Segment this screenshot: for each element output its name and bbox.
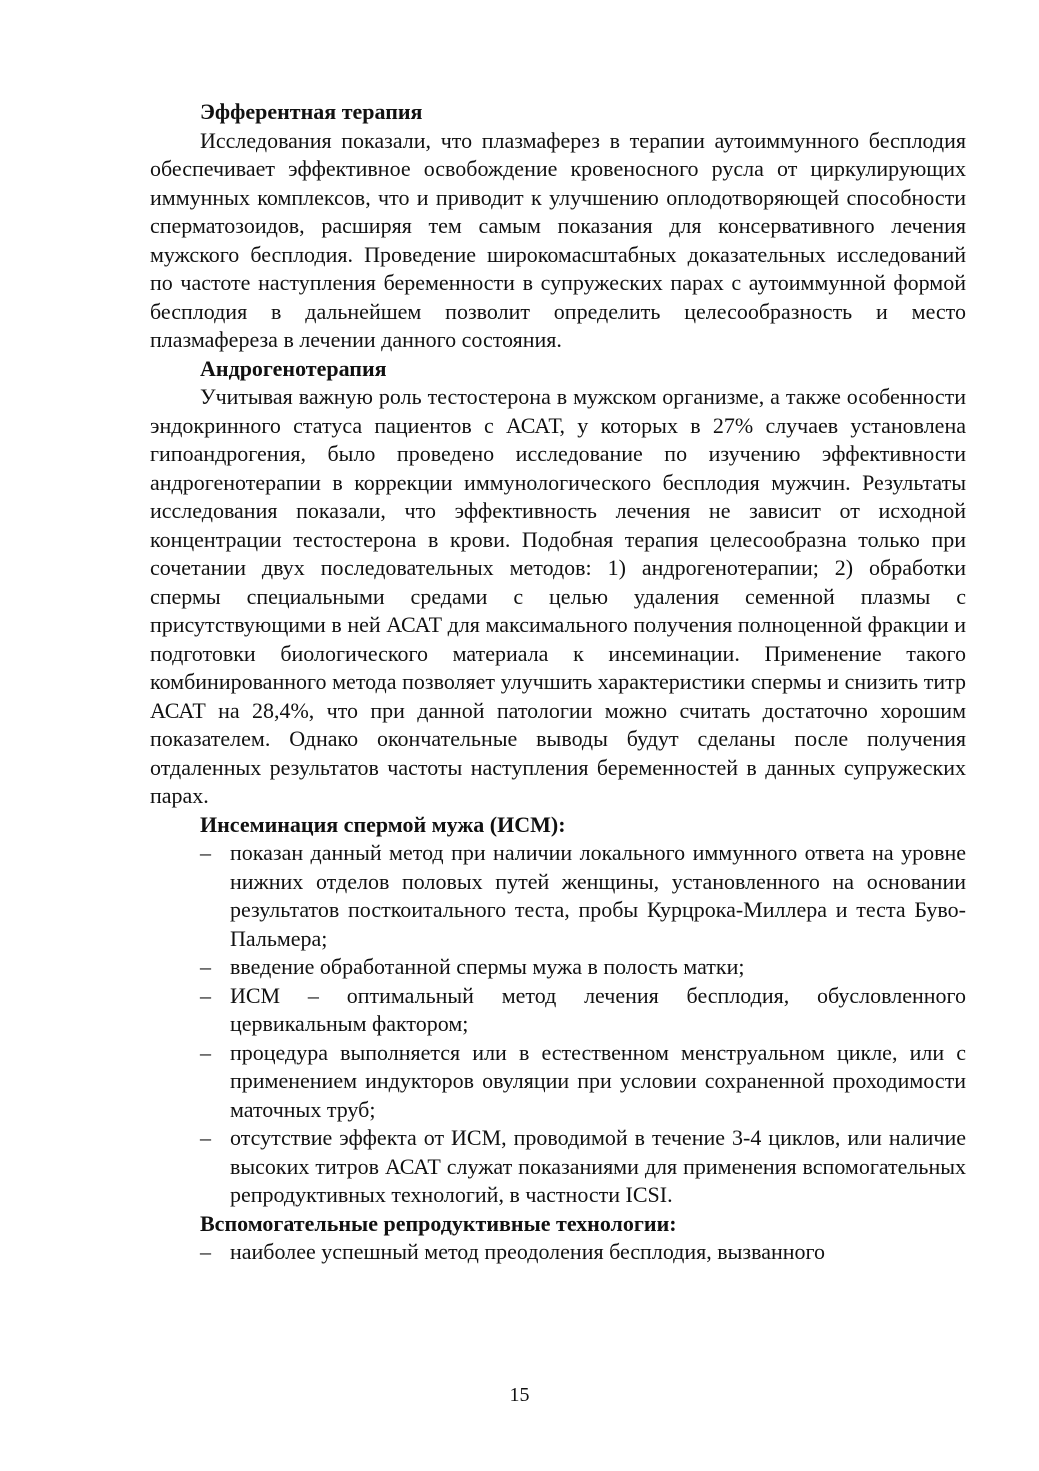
list-item-text: ИСМ – оптимальный метод лечения бесплодия, обусловленного цервикальным фактором; [230,982,966,1036]
dash-marker: – [200,1039,211,1065]
paragraph-efferent-therapy: Исследования показали, что плазмаферез в терапии аутоиммунного бесплодия обеспечивает эффективное освобождение кровеносного русла от циркулирующих иммунных комплексов, что и приводит к улучшению оплодотворяющей способности сперматозоидов, расширяя тем самым показания для консервативного лечения мужского бесплодия. Проведение широкомасштабных доказательных исследований по частоте наступления беременности в супружеских парах с аутоиммунной формой бесплодия в дальнейшем позволит определить целесообразность и место плазмафереза в лечении данного состояния. [150,127,966,352]
paragraph-androgen-therapy: Учитывая важную роль тестостерона в мужском организме, а также особенности эндокринного статуса пациентов с АСАТ, у которых в 27% случаев установлена гипоандрогения, было проведено исследование по изучению эффективности андрогенотерапии в коррекции иммунологического бесплодия мужчин. Результаты исследования показали, что эффективность лечения не зависит от исходной концентрации тестостерона в крови. Подобная терапия целесообразна только при сочетании двух последовательных методов: 1) андрогенотерапии; 2) обработки спермы специальными средами с целью удаления семенной плазмы с присутствующими в ней АСАТ для максимального получения полноценной фракции и подготовки биологического материала к инсеминации. Применение такого комбинированного метода позволяет улучшить характеристики спермы и снизить титр АСАТ на 28,4%, что при данной патологии можно считать достаточно хорошим показателем. Однако окончательные выводы будут сделаны после получения отдаленных результатов частоты наступления беременностей в данных супружеских парах. [150,384,966,808]
list-item [150,953,966,982]
dash-marker: – [200,954,211,979]
list-item [150,1238,966,1267]
heading-efferent-therapy: Эфферентная терапия [200,99,423,124]
list-item-text: отсутствие эффекта от ИСМ, проводимой в течение 3-4 циклов, или наличие высоких титров АСАТ служат показаниями для применения вспомогательных репродуктивных технологий, в частности ICSI. [230,1125,966,1207]
document-page [150,98,966,1267]
dash-marker: – [200,1125,211,1150]
insemination-list [150,839,966,1210]
dash-marker: – [200,840,211,865]
dash-marker: – [200,982,211,1008]
list-item-text: введение обработанной спермы мужа в полость матки; [230,954,745,979]
page-number: 15 [509,1384,530,1406]
heading-insemination: Инсеминация спермой мужа (ИСМ): [200,811,566,837]
list-item [150,839,966,953]
heading-assisted-reproductive-technologies: Вспомогательные репродуктивные технологии: [200,1210,677,1236]
art-list [150,1238,966,1267]
list-item-text: процедура выполняется или в естественном менструальном цикле, или с применением индукторов овуляции при условии сохраненной проходимости маточных труб; [230,1039,966,1122]
list-item [150,1124,966,1210]
list-item-text: наиболее успешный метод преодоления бесплодия, вызванного [230,1239,826,1264]
dash-marker: – [200,1239,211,1264]
list-item-text: показан данный метод при наличии локального иммунного ответа на уровне нижних отделов половых путей женщины, установленного на основании результатов посткоитального теста, пробы Курцрока-Миллера и теста Буво-Пальмера; [230,840,966,951]
list-item [150,1039,966,1125]
heading-androgen-therapy: Андрогенотерапия [200,355,387,381]
list-item [150,982,966,1039]
